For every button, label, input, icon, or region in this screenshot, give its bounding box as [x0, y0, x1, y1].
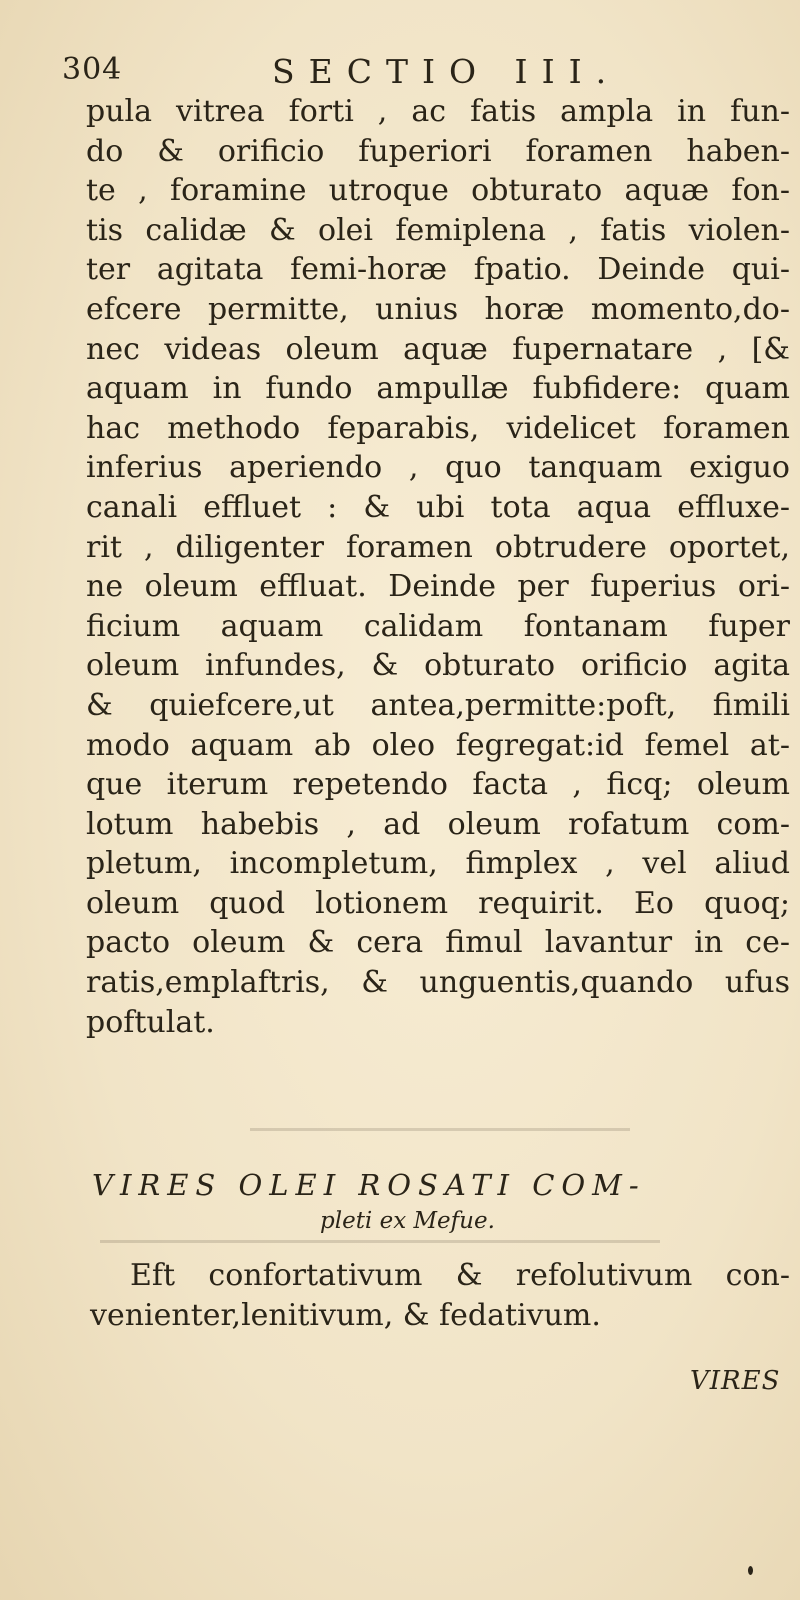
- text-line: te , foramine utroque obturato aquæ fon-: [86, 173, 790, 209]
- text-line: inferius aperiendo , quo tanquam exiguo: [86, 450, 790, 486]
- text-line: tis calidæ & olei femiplena , fatis violen-: [86, 212, 790, 248]
- text-line: que iterum repetendo facta , ficq; oleum: [86, 767, 790, 803]
- text-line: Eft confortativum & refolutivum con-: [130, 1258, 790, 1293]
- running-head: SECTIO III.: [272, 52, 621, 91]
- text-line: efcere permitte, unius horæ momento,do-: [86, 291, 790, 327]
- section-subheading: VIRES OLEI ROSATI COM-: [92, 1168, 646, 1202]
- main-paragraph: [86, 92, 790, 1042]
- bleed-through-mark: [250, 1128, 630, 1131]
- text-line: modo aquam ab oleo fegregat:id femel at-: [86, 727, 790, 763]
- text-line: ficium aquam calidam fontanam fuper: [86, 608, 790, 644]
- text-line: do & orificio fuperiori foramen haben-: [86, 133, 790, 169]
- text-line: pacto oleum & cera fimul lavantur in ce-: [86, 925, 790, 961]
- text-line: ter agitata femi-horæ fpatio. Deinde qui-: [86, 252, 790, 288]
- second-paragraph: [90, 1256, 790, 1335]
- text-line: pletum, incompletum, fimplex , vel aliud: [86, 846, 790, 882]
- text-line: lotum habebis , ad oleum rofatum com-: [86, 806, 790, 842]
- text-line: venienter,lenitivum, & fedativum.: [90, 1297, 601, 1333]
- text-line: nec videas oleum aquæ fupernatare , [&: [86, 331, 790, 367]
- text-line: poftulat.: [86, 1004, 215, 1040]
- text-line: & quiefcere,ut antea,permitte:poft, fimili: [86, 687, 790, 723]
- text-line: ratis,emplaftris, & unguentis,quando ufus: [86, 965, 790, 1001]
- section-subheading-source: pleti ex Mefue.: [320, 1208, 495, 1234]
- text-line: hac methodo feparabis, videlicet foramen: [86, 410, 790, 446]
- page-number: 304: [62, 52, 123, 87]
- catchword: VIRES: [690, 1366, 781, 1396]
- text-line: aquam in fundo ampullæ fubfidere: quam: [86, 371, 790, 407]
- text-line: ne oleum effluat. Deinde per fuperius ori-: [86, 569, 790, 605]
- bleed-through-mark: [100, 1240, 660, 1243]
- text-line: pula vitrea forti , ac fatis ampla in fun-: [86, 94, 790, 129]
- text-line: rit , diligenter foramen obtrudere oportet,: [86, 529, 790, 565]
- text-line: canali effluet : & ubi tota aqua effluxe-: [86, 489, 790, 525]
- ink-speck: [748, 1566, 753, 1575]
- text-line: oleum quod lotionem requirit. Eo quoq;: [86, 885, 790, 921]
- text-line: oleum infundes, & obturato orificio agita: [86, 648, 790, 684]
